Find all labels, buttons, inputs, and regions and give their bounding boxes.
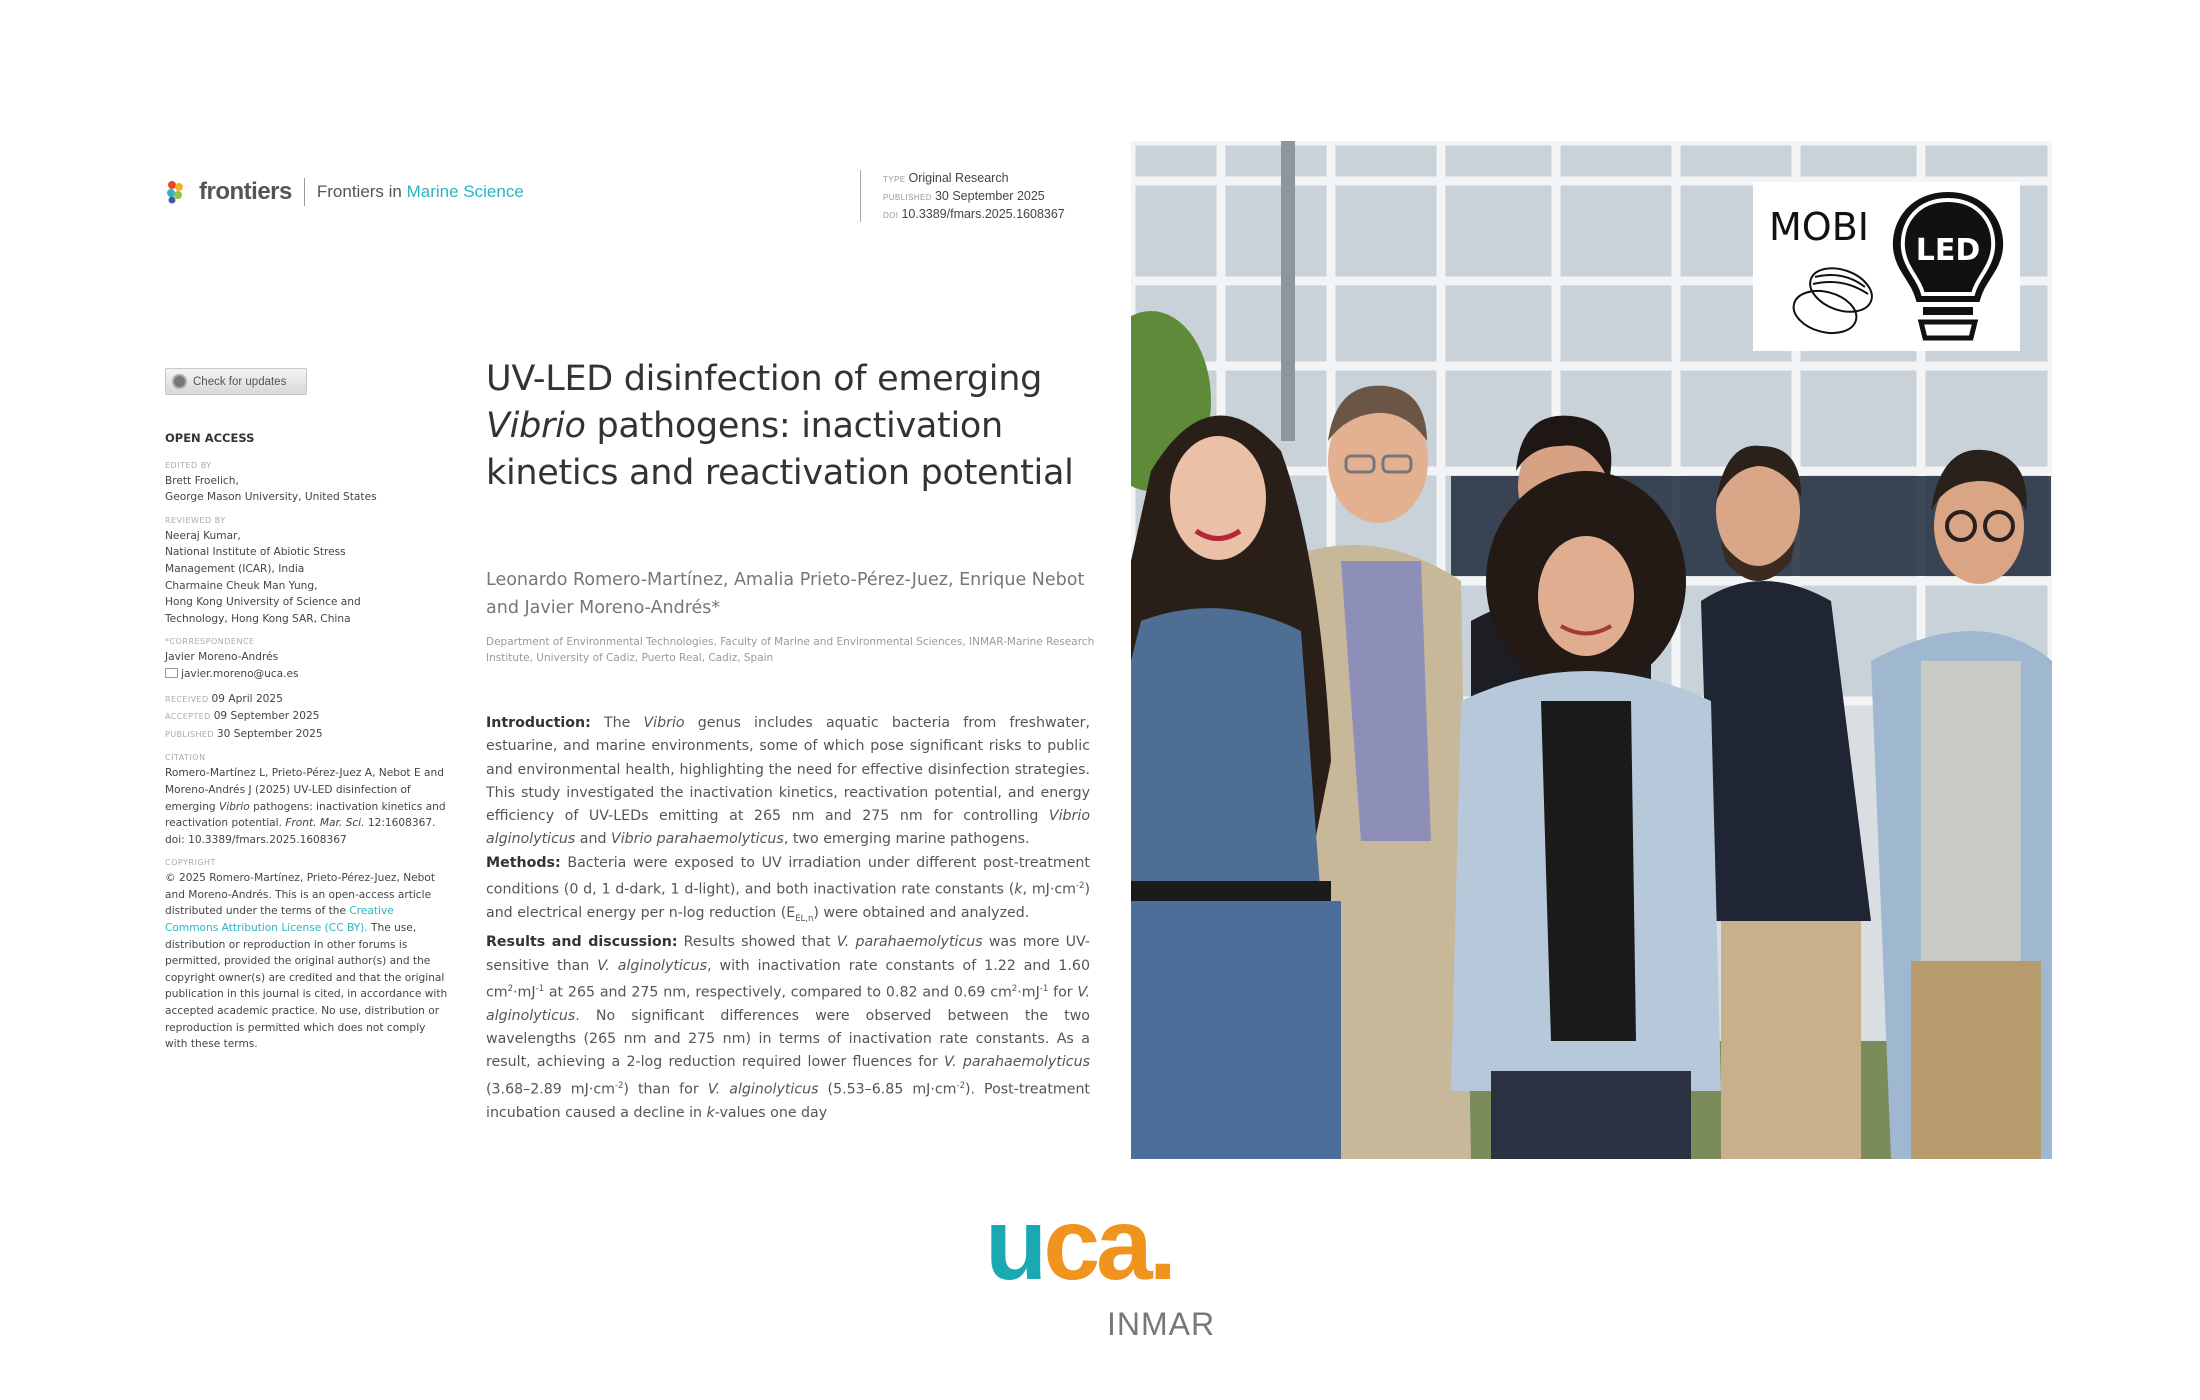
text-segment: -1 bbox=[535, 983, 545, 994]
mobiled-logo-graphic bbox=[1753, 182, 2020, 351]
article-type bbox=[883, 170, 1065, 188]
text-segment: Vibrio bbox=[643, 715, 685, 731]
text-segment: pathogens: inactivation kinetics and reactivation potential. bbox=[165, 800, 446, 830]
abstract-methods bbox=[486, 852, 1090, 931]
received-value: 09 April 2025 bbox=[211, 692, 283, 705]
uca-inmar-logo bbox=[985, 1187, 1230, 1348]
divider bbox=[304, 178, 305, 206]
text-segment: © 2025 Romero-Martínez, Prieto-Pérez-Juez, Nebot and Moreno-Andrés. This is an open-access article distributed under the terms of the bbox=[165, 872, 435, 918]
text-segment: (3.68–2.89 mJ·cm bbox=[486, 1081, 615, 1098]
uca-ca: ca. bbox=[1043, 1187, 1174, 1301]
text-segment: ) were obtained and analyzed. bbox=[813, 905, 1030, 922]
correspondence-email[interactable]: javier.moreno@uca.es bbox=[181, 667, 299, 680]
text-segment: for bbox=[1048, 984, 1078, 1001]
text-segment: 2 bbox=[1011, 983, 1018, 994]
article-abstract bbox=[486, 712, 1090, 1160]
reviewed-by-label: REVIEWED BY bbox=[165, 515, 226, 525]
article-affiliation: Department of Environmental Technologies, Faculty of Marine and Environmental Sciences, INMAR-Marine Research Institute, University of Cadiz, Puerto Real, Cadiz, Spain bbox=[486, 636, 1095, 664]
text-segment: UV-LED disinfection of emerging bbox=[486, 359, 1043, 399]
inmar-label: INMAR bbox=[1107, 1306, 1216, 1342]
text-segment: Results and discussion: bbox=[486, 934, 678, 951]
published-date-side bbox=[165, 726, 450, 744]
text-segment: and bbox=[575, 831, 612, 848]
text-segment: 2 bbox=[507, 983, 514, 994]
frontiers-logo-icon bbox=[165, 180, 187, 204]
citation-label: CITATION bbox=[165, 753, 206, 763]
reviewer-line: Management (ICAR), India bbox=[165, 562, 305, 575]
person bbox=[1451, 471, 1721, 1159]
license-link[interactable]: Creative Commons Attribution License (CC BY). bbox=[165, 905, 394, 935]
text-segment: genus includes aquatic bacteria from freshwater, estuarine, and marine environments, some of which pose significant risks to public and environmental health, highlighting the need for effective disinfection strategies. This study investigated the inactivation kinetics, reactivation potential, and energy efficiency of UV-LEDs emitting at 265 nm and 275 nm for controlling bbox=[486, 715, 1090, 825]
text-segment: , two emerging marine pathogens. bbox=[783, 831, 1030, 848]
uca-wordmark bbox=[985, 1186, 1173, 1303]
text-segment: V. alginolyticus bbox=[707, 1081, 819, 1098]
doi bbox=[883, 206, 1065, 224]
text-segment: pathogens: inactivation kinetics and reactivation potential bbox=[486, 406, 1074, 493]
text-segment: Front. Mar. Sci. bbox=[285, 817, 365, 830]
text-segment: was more UV-sensitive than bbox=[486, 934, 1090, 974]
text-segment: ) than for bbox=[623, 1081, 708, 1098]
text-segment: Vibrio bbox=[486, 406, 586, 446]
journal-title: Marine Science bbox=[406, 182, 524, 201]
clam-icon bbox=[1789, 260, 1878, 339]
text-segment: -1 bbox=[1039, 983, 1049, 994]
text-segment: (5.53–6.85 mJ·cm bbox=[818, 1081, 957, 1098]
text-segment: V. alginolyticus bbox=[486, 984, 1090, 1024]
text-segment: k bbox=[706, 1104, 715, 1121]
text-segment: EL,n bbox=[795, 913, 814, 924]
text-segment: -2 bbox=[956, 1080, 965, 1091]
published-label: PUBLISHED bbox=[883, 193, 932, 202]
text-segment: -2 bbox=[1075, 881, 1085, 892]
received-label: RECEIVED bbox=[165, 694, 209, 704]
text-segment: at 265 and 275 nm, respectively, compared to 0.82 and 0.69 cm bbox=[544, 984, 1012, 1001]
text-segment: Methods: bbox=[486, 854, 561, 871]
mail-icon bbox=[165, 668, 178, 678]
accepted-date bbox=[165, 708, 450, 726]
text-segment: ·mJ bbox=[1017, 984, 1040, 1001]
published-value: 30 September 2025 bbox=[934, 189, 1045, 203]
reviewer-line: National Institute of Abiotic Stress bbox=[165, 546, 346, 559]
open-access-label: OPEN ACCESS bbox=[165, 431, 255, 445]
doi-label: DOI bbox=[883, 211, 899, 220]
received-date bbox=[165, 691, 450, 709]
text-segment: ) and electrical energy per n-log reduction (E bbox=[486, 881, 1090, 922]
published-label: PUBLISHED bbox=[165, 729, 214, 739]
text-segment: Vibrio parahaemolyticus bbox=[611, 831, 784, 848]
journal-brand bbox=[165, 178, 524, 206]
reviewer-line: Technology, Hong Kong SAR, China bbox=[165, 612, 351, 625]
check-for-updates-button[interactable] bbox=[165, 368, 307, 395]
lightbulb-icon bbox=[1895, 194, 2001, 338]
correspondence-label: *CORRESPONDENCE bbox=[165, 637, 255, 647]
accepted-label: ACCEPTED bbox=[165, 712, 211, 722]
article-authors: Leonardo Romero-Martínez, Amalia Prieto-Pérez-Juez, Enrique Nebot and Javier Moreno-Andrés* bbox=[486, 570, 1085, 618]
check-updates-label: Check for updates bbox=[193, 375, 287, 388]
text-segment: V. alginolyticus bbox=[597, 957, 708, 974]
uca-u: u bbox=[985, 1187, 1044, 1301]
type-value: Original Research bbox=[908, 171, 1009, 185]
publisher-name: frontiers bbox=[199, 178, 292, 205]
editor-affiliation: George Mason University, United States bbox=[165, 491, 377, 504]
text-segment: ·mJ bbox=[513, 984, 536, 1001]
type-label: TYPE bbox=[883, 175, 906, 184]
text-segment: Bacteria were exposed to UV irradiation under different post-treatment conditions (0 d, 1 d-dark, 1 d-light), and both inactivation rate constants ( bbox=[486, 854, 1090, 898]
citation-text bbox=[165, 765, 450, 848]
text-segment: . No significant differences were observed between the two wavelengths (265 nm and 275 nm) in terms of inactivation rate constants. As a result, achieving a 2-log reduction required lower fluences for bbox=[486, 1007, 1090, 1071]
text-segment: Vibrio alginolyticus bbox=[486, 808, 1090, 848]
text-segment: ). Post-treatment incubation caused a decline in bbox=[486, 1081, 1090, 1121]
copyright-text bbox=[165, 870, 450, 1053]
journal-prefix: Frontiers in bbox=[316, 182, 402, 201]
correspondence-email-row bbox=[165, 666, 450, 683]
correspondence-name: Javier Moreno-Andrés bbox=[165, 651, 279, 664]
mobiled-logo-text-mobi: MOBI bbox=[1769, 205, 1869, 249]
reviewer-line: Hong Kong University of Science and bbox=[165, 596, 361, 609]
abstract-results bbox=[486, 931, 1090, 1125]
editor-name: Brett Froelich, bbox=[165, 474, 239, 487]
article-meta bbox=[860, 170, 1065, 222]
text-segment: , mJ·cm bbox=[1022, 881, 1076, 898]
text-segment: V. parahaemolyticus bbox=[944, 1054, 1090, 1071]
text-segment: Introduction: bbox=[486, 715, 591, 731]
article-title bbox=[486, 356, 1086, 497]
reviewer-line: Charmaine Cheuk Man Yung, bbox=[165, 579, 318, 592]
reviewer-line: Neeraj Kumar, bbox=[165, 529, 241, 542]
text-segment: V. parahaemolyticus bbox=[836, 934, 983, 951]
published-date bbox=[883, 188, 1065, 206]
journal-name bbox=[317, 182, 524, 202]
text-segment: -2 bbox=[614, 1080, 624, 1091]
text-segment: -values one day bbox=[714, 1104, 828, 1121]
accepted-value: 09 September 2025 bbox=[213, 710, 320, 723]
abstract-introduction bbox=[486, 712, 1090, 852]
edited-by-label: EDITED BY bbox=[165, 460, 212, 470]
text-segment: Results showed that bbox=[677, 934, 837, 951]
text-segment: 12:1608367. doi: 10.3389/fmars.2025.1608367 bbox=[165, 817, 436, 846]
mobiled-logo-text-led: LED bbox=[1915, 233, 1981, 268]
mobiled-logo bbox=[1753, 182, 2020, 351]
text-segment: The use, distribution or reproduction in other forums is permitted, provided the original author(s) and the copyright owner(s) are credited and that the original publication in this journal is cited, in accordance with accepted academic practice. No use, distribution or reproduction is permitted which does not comply with these terms. bbox=[165, 922, 448, 1051]
copyright-label: COPYRIGHT bbox=[165, 858, 216, 868]
crossmark-icon bbox=[172, 374, 187, 389]
text-segment: The bbox=[590, 715, 644, 731]
text-segment: Vibrio bbox=[219, 800, 250, 813]
published-value: 30 September 2025 bbox=[216, 727, 323, 740]
article-sidebar bbox=[165, 430, 450, 1053]
doi-value[interactable]: 10.3389/fmars.2025.1608367 bbox=[901, 207, 1065, 221]
text-segment: Romero-Martínez L, Prieto-Pérez-Juez A, Nebot E and Moreno-Andrés J (2025) UV-LED disinfection of emerging bbox=[165, 767, 444, 813]
text-segment: , with inactivation rate constants of 1.22 and 1.60 cm bbox=[486, 957, 1090, 1001]
text-segment: k bbox=[1014, 881, 1023, 898]
